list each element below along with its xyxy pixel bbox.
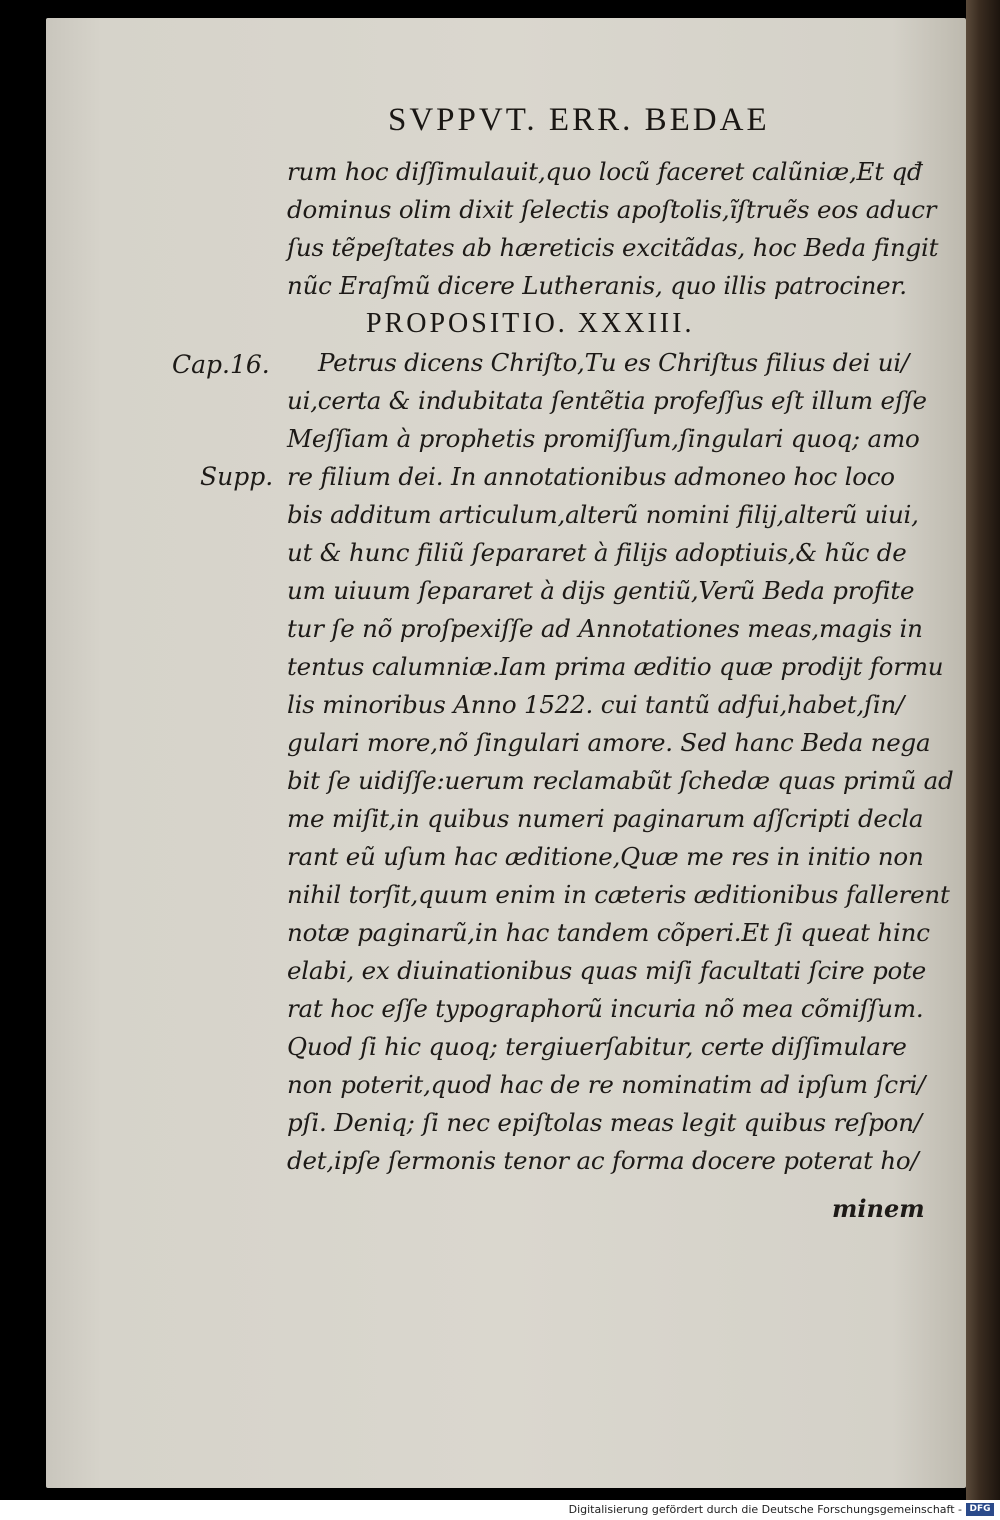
body-line: rat hoc eſſe typographorũ incuria nõ mea cõmiſſum.: [287, 994, 924, 1023]
body-line: bit ſe uidiſſe:uerum reclamabũt ſchedæ quas primũ ad: [287, 766, 954, 795]
body-line: um uiuum ſepararet à dijs gentiũ,Verũ Beda profite: [287, 576, 915, 605]
body-line: ut & hunc filiũ ſepararet à filijs adoptiuis,& hũc de: [287, 538, 907, 567]
body-line: pſi. Deniq; ſi nec epiſtolas meas legit quibus reſpon/: [287, 1108, 922, 1137]
proposition-heading: PROPOSITIO. XXXIII.: [366, 308, 695, 339]
body-line: rant eũ uſum hac æditione,Quæ me res in initio non: [287, 842, 924, 871]
body-line: Petrus dicens Chriſto,Tu es Chriſtus filius dei ui/: [318, 348, 910, 377]
body-line: elabi, ex diuinationibus quas miſi facultati ſcire pote: [287, 956, 927, 985]
body-line: Meſſiam à prophetis promiſſum,ſingulari quoq; amo: [287, 424, 920, 453]
body-line: ſus tẽpeſtates ab hæreticis excitãdas, hoc Beda fingit: [287, 233, 939, 262]
footer-credit: Digitalisierung gefördert durch die Deutsche Forschungsgemeinschaft -: [568, 1503, 962, 1516]
body-line: nihil torſit,quum enim in cæteris æditionibus fallerent: [287, 880, 950, 909]
body-line: ui,certa & indubitata ſentẽtia profeſſus eſt illum eſſe: [287, 386, 927, 415]
body-line: dominus olim dixit ſelectis apoſtolis,ĩſtruẽs eos aducr: [287, 195, 937, 224]
body-line: gulari more,nõ ſingulari amore. Sed hanc Beda nega: [287, 728, 931, 757]
body-line: re filium dei. In annotationibus admoneo hoc loco: [287, 462, 895, 491]
body-line: lis minoribus Anno 1522. cui tantũ adfui,habet,ſin/: [287, 690, 905, 719]
dfg-logo-icon: DFG: [966, 1503, 994, 1516]
margin-note-chapter: Cap.16.: [172, 350, 270, 379]
page-edge: [966, 0, 1000, 1500]
running-head: SVPPVT. ERR. BEDAE: [388, 102, 770, 138]
body-line: Quod ſi hic quoq; tergiuerſabitur, certe diſſimulare: [287, 1032, 907, 1061]
body-line: non poterit,quod hac de re nominatim ad ipſum ſcri/: [287, 1070, 926, 1099]
body-line: bis additum articulum,alterũ nomini filij,alterũ uiui,: [287, 500, 919, 529]
body-line: tentus calumniæ.Iam prima æditio quæ prodijt formu: [287, 652, 944, 681]
catchword: minem: [832, 1194, 925, 1223]
body-line: det,ipſe ſermonis tenor ac forma docere poterat ho/: [287, 1146, 919, 1175]
body-line: rum hoc diſſimulauit,quo locũ faceret calũniæ,Et qđ: [287, 157, 923, 186]
body-line: me miſit,in quibus numeri paginarum aſſcripti decla: [287, 804, 924, 833]
body-line: tur ſe nõ proſpexiſſe ad Annotationes meas,magis in: [287, 614, 923, 643]
body-line: notæ paginarũ,in hac tandem cõperi.Et ſi queat hinc: [287, 918, 930, 947]
margin-note-supplement: Supp.: [200, 462, 274, 491]
body-line: nũc Eraſmũ dicere Lutheranis, quo illis patrociner.: [287, 271, 907, 300]
